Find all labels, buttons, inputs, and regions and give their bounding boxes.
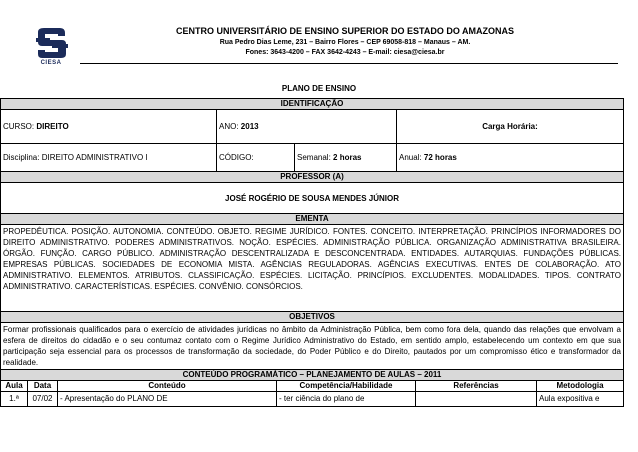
ano-cell: [216, 109, 397, 144]
professor-name-cell: [0, 182, 624, 214]
curso-value: DIREITO: [36, 122, 69, 131]
header-divider: [80, 63, 618, 64]
objetivos-text: Formar profissionais qualificados para o exercício de atividades jurídicas no âmbito da Administração Pública, bem como fora dela, quando das relações que envolvam a esfera de direitos do cidadão e o seu contumaz contato com o Regime Jurídico Administrativo do Estado, em sentido amplo, estabelecendo um contexto em que sua participação seja essencial para os processos de transformação da sociedade, do Poder Público e do Direito, pautados por um compromisso ético e transformador da realidade.: [0, 322, 624, 370]
row1-conteudo: - Apresentação do PLANO DE: [57, 391, 277, 407]
semanal-value: 2 horas: [333, 153, 362, 162]
row1-metodologia: Aula expositiva e: [536, 391, 624, 407]
codigo-cell: [216, 143, 295, 172]
col-competencia: Competência/Habilidade: [276, 380, 416, 392]
col-aula: Aula: [0, 380, 28, 392]
row1-data: 07/02: [27, 391, 58, 407]
logo-wordmark: CIESA: [40, 60, 62, 66]
anual-label: Anual:: [399, 153, 422, 162]
curso-cell: [0, 109, 217, 144]
conteudo-heading: CONTEÚDO PROGRAMÁTICO – PLANEJAMENTO DE AULAS – 2011: [0, 369, 624, 381]
disciplina-label: Disciplina:: [3, 153, 40, 162]
professor-heading: PROFESSOR (A): [0, 171, 624, 183]
carga-horaria-label: Carga Horária:: [482, 122, 538, 131]
codigo-label: CÓDIGO:: [219, 153, 254, 162]
row1-aula: 1.ª: [0, 391, 28, 407]
semanal-cell: [294, 143, 397, 172]
ano-label: ANO:: [219, 122, 239, 131]
disciplina-cell: [0, 143, 217, 172]
anual-cell: [396, 143, 624, 172]
institution-address: Rua Pedro Dias Leme, 231 – Bairro Flores – CEP 69058-818 – Manaus – AM.: [219, 39, 471, 46]
col-metodologia: Metodologia: [536, 380, 624, 392]
document-title: PLANO DE ENSINO: [281, 84, 357, 93]
anual-value: 72 horas: [423, 153, 457, 162]
col-referencias: Referências: [415, 380, 537, 392]
col-conteudo: Conteúdo: [57, 380, 277, 392]
ano-value: 2013: [240, 122, 259, 131]
row1-competencia: - ter ciência do plano de: [276, 391, 416, 407]
institution-contacts: Fones: 3643-4200 – FAX 3642-4243 – E-mail: ciesa@ciesa.br: [245, 49, 445, 56]
carga-horaria-cell: [396, 109, 624, 144]
semanal-label: Semanal:: [297, 153, 331, 162]
row1-referencias: [415, 391, 537, 407]
objetivos-heading: OBJETIVOS: [0, 311, 624, 323]
ementa-text: PROPEDÊUTICA. POSIÇÃO. AUTONOMIA. CONTEÚDO. OBJETO. REGIME JURÍDICO. FONTES. CONCEITO. INTERPRETAÇÃO. PRINCÍPIOS INFORMADORES DO DIREITO ADMINISTRATIVO. PODERES ADMINISTRATIVOS. NOÇÃO. ESPÉCIES. ADMINISTRAÇÃO PÚBLICA. ORGANIZAÇÃO ADMINISTRATIVA BRASILEIRA. ÓRGÃO. FUNÇÃO. CARGO PÚBLICO. ADMINISTRAÇÃO DESCENTRALIZADA E DESCONCENTRADA. ENTIDADES. AUTARQUIAS. FUNDAÇÕES PÚBLICAS. EMPRESAS PÚBLICAS. SOCIEDADES DE ECONOMIA MISTA. AGÊNCIAS REGULADORAS. AGÊNCIAS EXECUTIVAS. ENTES DE COLABORAÇÃO. ATO ADMINISTRATIVO. ELEMENTOS. ATRIBUTOS. CLASSIFICAÇÃO. ESPÉCIES. LICITAÇÃO. PRINCÍPIOS. EXCLUDENTES. MODALIDADES. TIPOS. CONTRATO ADMINISTRATIVO. CARACTERÍSTICAS. ESPÉCIES. CONVÊNIO. CONSÓRCIOS.: [0, 224, 624, 312]
professor-name: JOSÉ ROGÉRIO DE SOUSA MENDES JÚNIOR: [225, 193, 399, 203]
identificacao-heading: IDENTIFICAÇÃO: [0, 98, 624, 110]
col-data: Data: [27, 380, 58, 392]
ciesa-logo-icon: [34, 26, 68, 60]
curso-label: CURSO:: [3, 122, 35, 131]
institution-name: CENTRO UNIVERSITÁRIO DE ENSINO SUPERIOR DO ESTADO DO AMAZONAS: [175, 26, 515, 36]
disciplina-value: DIREITO ADMINISTRATIVO I: [41, 153, 148, 162]
ementa-heading: EMENTA: [0, 213, 624, 225]
